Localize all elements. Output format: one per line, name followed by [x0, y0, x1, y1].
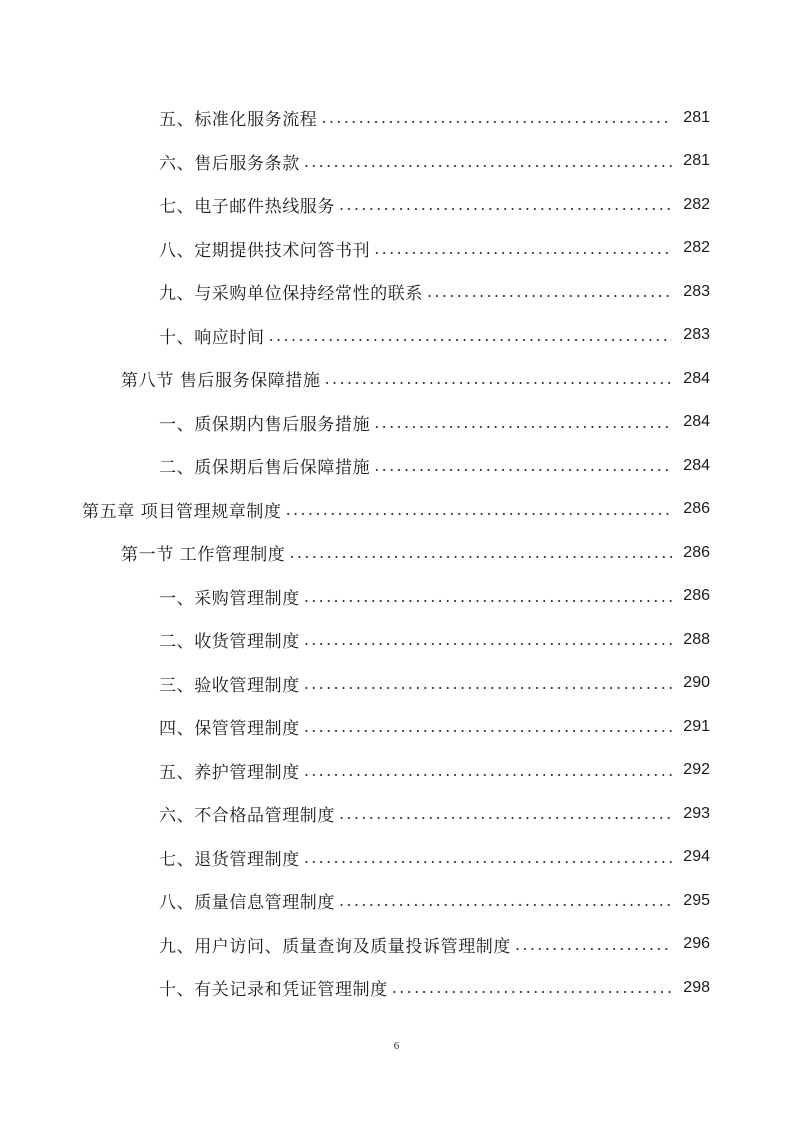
toc-entry-title: 第八节 售后服务保障措施: [121, 371, 321, 392]
toc-dot-leader: [304, 674, 672, 693]
toc-entry-title: 七、电子邮件热线服务: [159, 197, 335, 218]
toc-entry[interactable]: [0, 227, 793, 271]
toc-entry-page: 293: [683, 804, 710, 822]
toc-entry[interactable]: [0, 140, 793, 184]
toc-entry[interactable]: [0, 314, 793, 358]
toc-dot-leader: [304, 761, 672, 780]
toc-dot-leader: [321, 108, 672, 127]
toc-entry-title: 一、质保期内售后服务措施: [159, 414, 371, 435]
toc-dot-leader: [304, 717, 672, 736]
toc-dot-leader: [325, 369, 672, 388]
toc-entry-page: 281: [683, 152, 710, 170]
toc-dot-leader: [269, 326, 672, 345]
toc-entry[interactable]: [0, 923, 793, 967]
toc-entry-page: 282: [683, 195, 710, 213]
toc-entry-title: 五、养护管理制度: [159, 762, 300, 783]
table-of-contents: [0, 96, 793, 1010]
toc-dot-leader: [427, 282, 672, 301]
toc-entry-title: 十、有关记录和凭证管理制度: [159, 980, 388, 1001]
toc-entry-title: 第五章 项目管理规章制度: [82, 501, 282, 522]
toc-entry-title: 十、响应时间: [159, 327, 265, 348]
toc-entry[interactable]: [0, 792, 793, 836]
toc-section-entry[interactable]: [0, 531, 793, 575]
toc-entry[interactable]: [0, 749, 793, 793]
toc-dot-leader: [515, 935, 672, 954]
toc-entry-page: 284: [683, 369, 710, 387]
toc-entry-page: 298: [683, 978, 710, 996]
toc-entry-page: 295: [683, 891, 710, 909]
toc-dot-leader: [304, 630, 672, 649]
toc-dot-leader: [304, 848, 672, 867]
toc-entry-title: 二、质保期后售后保障措施: [159, 458, 371, 479]
toc-entry-title: 一、采购管理制度: [159, 588, 300, 609]
toc-entry-page: 294: [683, 848, 710, 866]
toc-entry[interactable]: [0, 575, 793, 619]
toc-dot-leader: [304, 587, 672, 606]
toc-dot-leader: [339, 891, 672, 910]
toc-entry-page: 284: [683, 413, 710, 431]
toc-entry[interactable]: [0, 96, 793, 140]
toc-dot-leader: [286, 500, 672, 519]
toc-entry-page: 286: [683, 500, 710, 518]
toc-entry[interactable]: [0, 662, 793, 706]
toc-entry-title: 二、收货管理制度: [159, 632, 300, 653]
toc-entry[interactable]: [0, 401, 793, 445]
toc-entry-page: 283: [683, 282, 710, 300]
toc-entry-page: 283: [683, 326, 710, 344]
toc-entry[interactable]: [0, 966, 793, 1010]
toc-entry[interactable]: [0, 879, 793, 923]
toc-entry-title: 六、售后服务条款: [159, 153, 300, 174]
toc-entry-page: 282: [683, 239, 710, 257]
toc-entry-title: 八、质量信息管理制度: [159, 893, 335, 914]
toc-entry[interactable]: [0, 444, 793, 488]
toc-entry-title: 四、保管管理制度: [159, 719, 300, 740]
toc-entry-title: 六、不合格品管理制度: [159, 806, 335, 827]
toc-dot-leader: [339, 804, 672, 823]
page-number: 6: [393, 1040, 400, 1052]
toc-entry-page: 290: [683, 674, 710, 692]
toc-dot-leader: [374, 413, 672, 432]
toc-entry[interactable]: [0, 270, 793, 314]
toc-entry-page: 296: [683, 935, 710, 953]
toc-dot-leader: [289, 543, 672, 562]
toc-entry-title: 五、标准化服务流程: [159, 110, 318, 131]
toc-entry-title: 八、定期提供技术问答书刊: [159, 240, 371, 261]
toc-entry[interactable]: [0, 618, 793, 662]
toc-entry-title: 九、与采购单位保持经常性的联系: [159, 284, 423, 305]
toc-entry-title: 九、用户访问、质量查询及质量投诉管理制度: [159, 936, 511, 957]
toc-entry-page: 291: [683, 717, 710, 735]
toc-entry-page: 284: [683, 456, 710, 474]
toc-entry[interactable]: [0, 836, 793, 880]
toc-dot-leader: [374, 456, 672, 475]
toc-entry-title: 七、退货管理制度: [159, 849, 300, 870]
toc-section-entry[interactable]: [0, 357, 793, 401]
toc-entry-title: 第一节 工作管理制度: [121, 545, 286, 566]
toc-dot-leader: [392, 978, 672, 997]
toc-dot-leader: [374, 239, 672, 258]
toc-dot-leader: [339, 195, 672, 214]
toc-entry-page: 286: [683, 543, 710, 561]
toc-entry-title: 三、验收管理制度: [159, 675, 300, 696]
toc-entry[interactable]: [0, 183, 793, 227]
toc-entry-page: 288: [683, 630, 710, 648]
toc-chapter-entry[interactable]: [0, 488, 793, 532]
toc-dot-leader: [304, 152, 672, 171]
toc-entry-page: 286: [683, 587, 710, 605]
toc-entry-page: 281: [683, 108, 710, 126]
toc-entry-page: 292: [683, 761, 710, 779]
toc-entry[interactable]: [0, 705, 793, 749]
